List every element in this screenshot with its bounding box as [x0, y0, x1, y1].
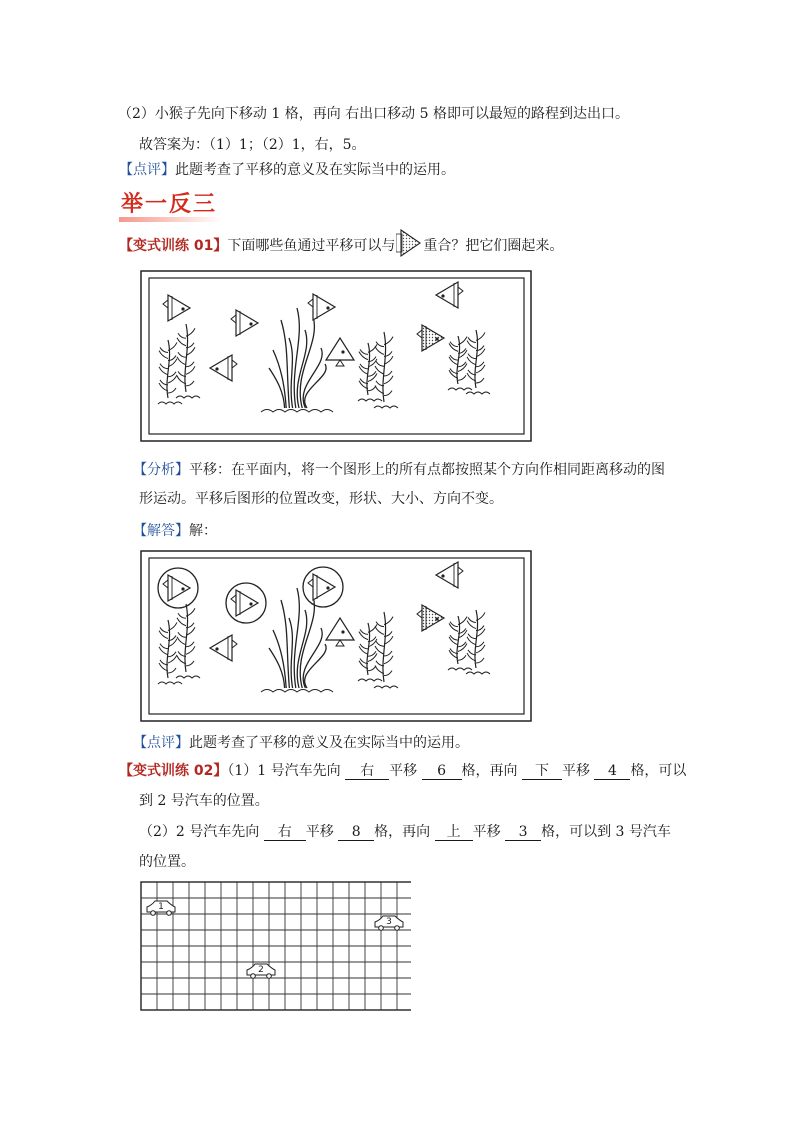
q1-blank-steps-2: 4	[594, 763, 630, 780]
review-text: 此题考查了平移的意义及在实际当中的运用。	[175, 162, 455, 178]
answer-text: 解：	[189, 523, 217, 539]
q1-text-2: 平移	[389, 763, 418, 779]
q2-blank-direction-2: 上	[435, 824, 473, 841]
q1-blank-steps-1: 6	[422, 763, 462, 780]
q2-text-3: 格，再向	[374, 824, 431, 840]
q1-text-4: 平移	[561, 763, 590, 779]
aquarium-answer-figure	[140, 550, 532, 722]
review-text-2: 此题考查了平移的意义及在实际当中的运用。	[189, 735, 469, 751]
q1-blank-direction-2: 下	[522, 763, 562, 780]
q2-text-2: 平移	[305, 824, 334, 840]
section-heading: 举一反三	[121, 187, 217, 218]
q1-text-3: 格，再向	[461, 763, 518, 779]
q2-text-4: 平移	[472, 824, 501, 840]
exercise-01-text-before: 下面哪些鱼通过平移可以与	[227, 238, 396, 254]
car-2-label: 2	[258, 965, 264, 975]
q2-line-2: 的位置。	[139, 854, 195, 870]
exercise-02-q1	[119, 761, 686, 781]
analysis-tag: 【分析】	[133, 462, 189, 478]
final-answer: 故答案为：（1）1；（2）1，右，5。	[139, 137, 366, 153]
car-grid-figure	[139, 880, 411, 1013]
exercise-02-q2	[139, 822, 671, 842]
q1-blank-direction-1: 右	[345, 763, 389, 780]
answer-tag: 【解答】	[133, 523, 189, 539]
answer-step-2: （2）小猴子先向下移动 1 格，再向 右出口移动 5 格即可以最短的路程到达出口。	[118, 106, 629, 122]
review-2	[133, 733, 469, 753]
q1-line-2: 到 2 号汽车的位置。	[139, 793, 269, 809]
analysis-text-1: 平移：在平面内，将一个图形上的所有点都按照某个方向作相同距离移动的图	[189, 462, 665, 478]
analysis-line-2: 形运动。平移后图形的位置改变，形状、大小、方向不变。	[139, 491, 503, 507]
analysis-line-1	[133, 460, 665, 480]
q2-blank-steps-1: 8	[338, 824, 374, 841]
car-1-label: 1	[158, 902, 164, 912]
review-tag: 【点评】	[119, 162, 175, 178]
q1-text-1: （1）1 号汽车先向	[227, 763, 341, 779]
q1-text-5: 格，可以	[630, 763, 687, 779]
exercise-02-tag: 【变式训练 02】	[119, 763, 228, 779]
q2-blank-direction-1: 右	[264, 824, 306, 841]
answer-line	[133, 521, 217, 541]
car-3-label: 3	[386, 917, 392, 927]
exercise-01-text-after: 重合？把它们圈起来。	[423, 238, 564, 254]
reference-fish-icon	[396, 228, 422, 258]
q2-blank-steps-2: 3	[505, 824, 541, 841]
q2-text-5: 格，可以到 3 号汽车	[541, 824, 671, 840]
q2-text-1: （2）2 号汽车先向	[139, 824, 260, 840]
review-tag-2: 【点评】	[133, 735, 189, 751]
exercise-01-tag: 【变式训练 01】	[119, 238, 228, 254]
aquarium-question-figure	[140, 270, 532, 442]
exercise-01-question	[119, 234, 563, 258]
review-1	[119, 160, 455, 180]
